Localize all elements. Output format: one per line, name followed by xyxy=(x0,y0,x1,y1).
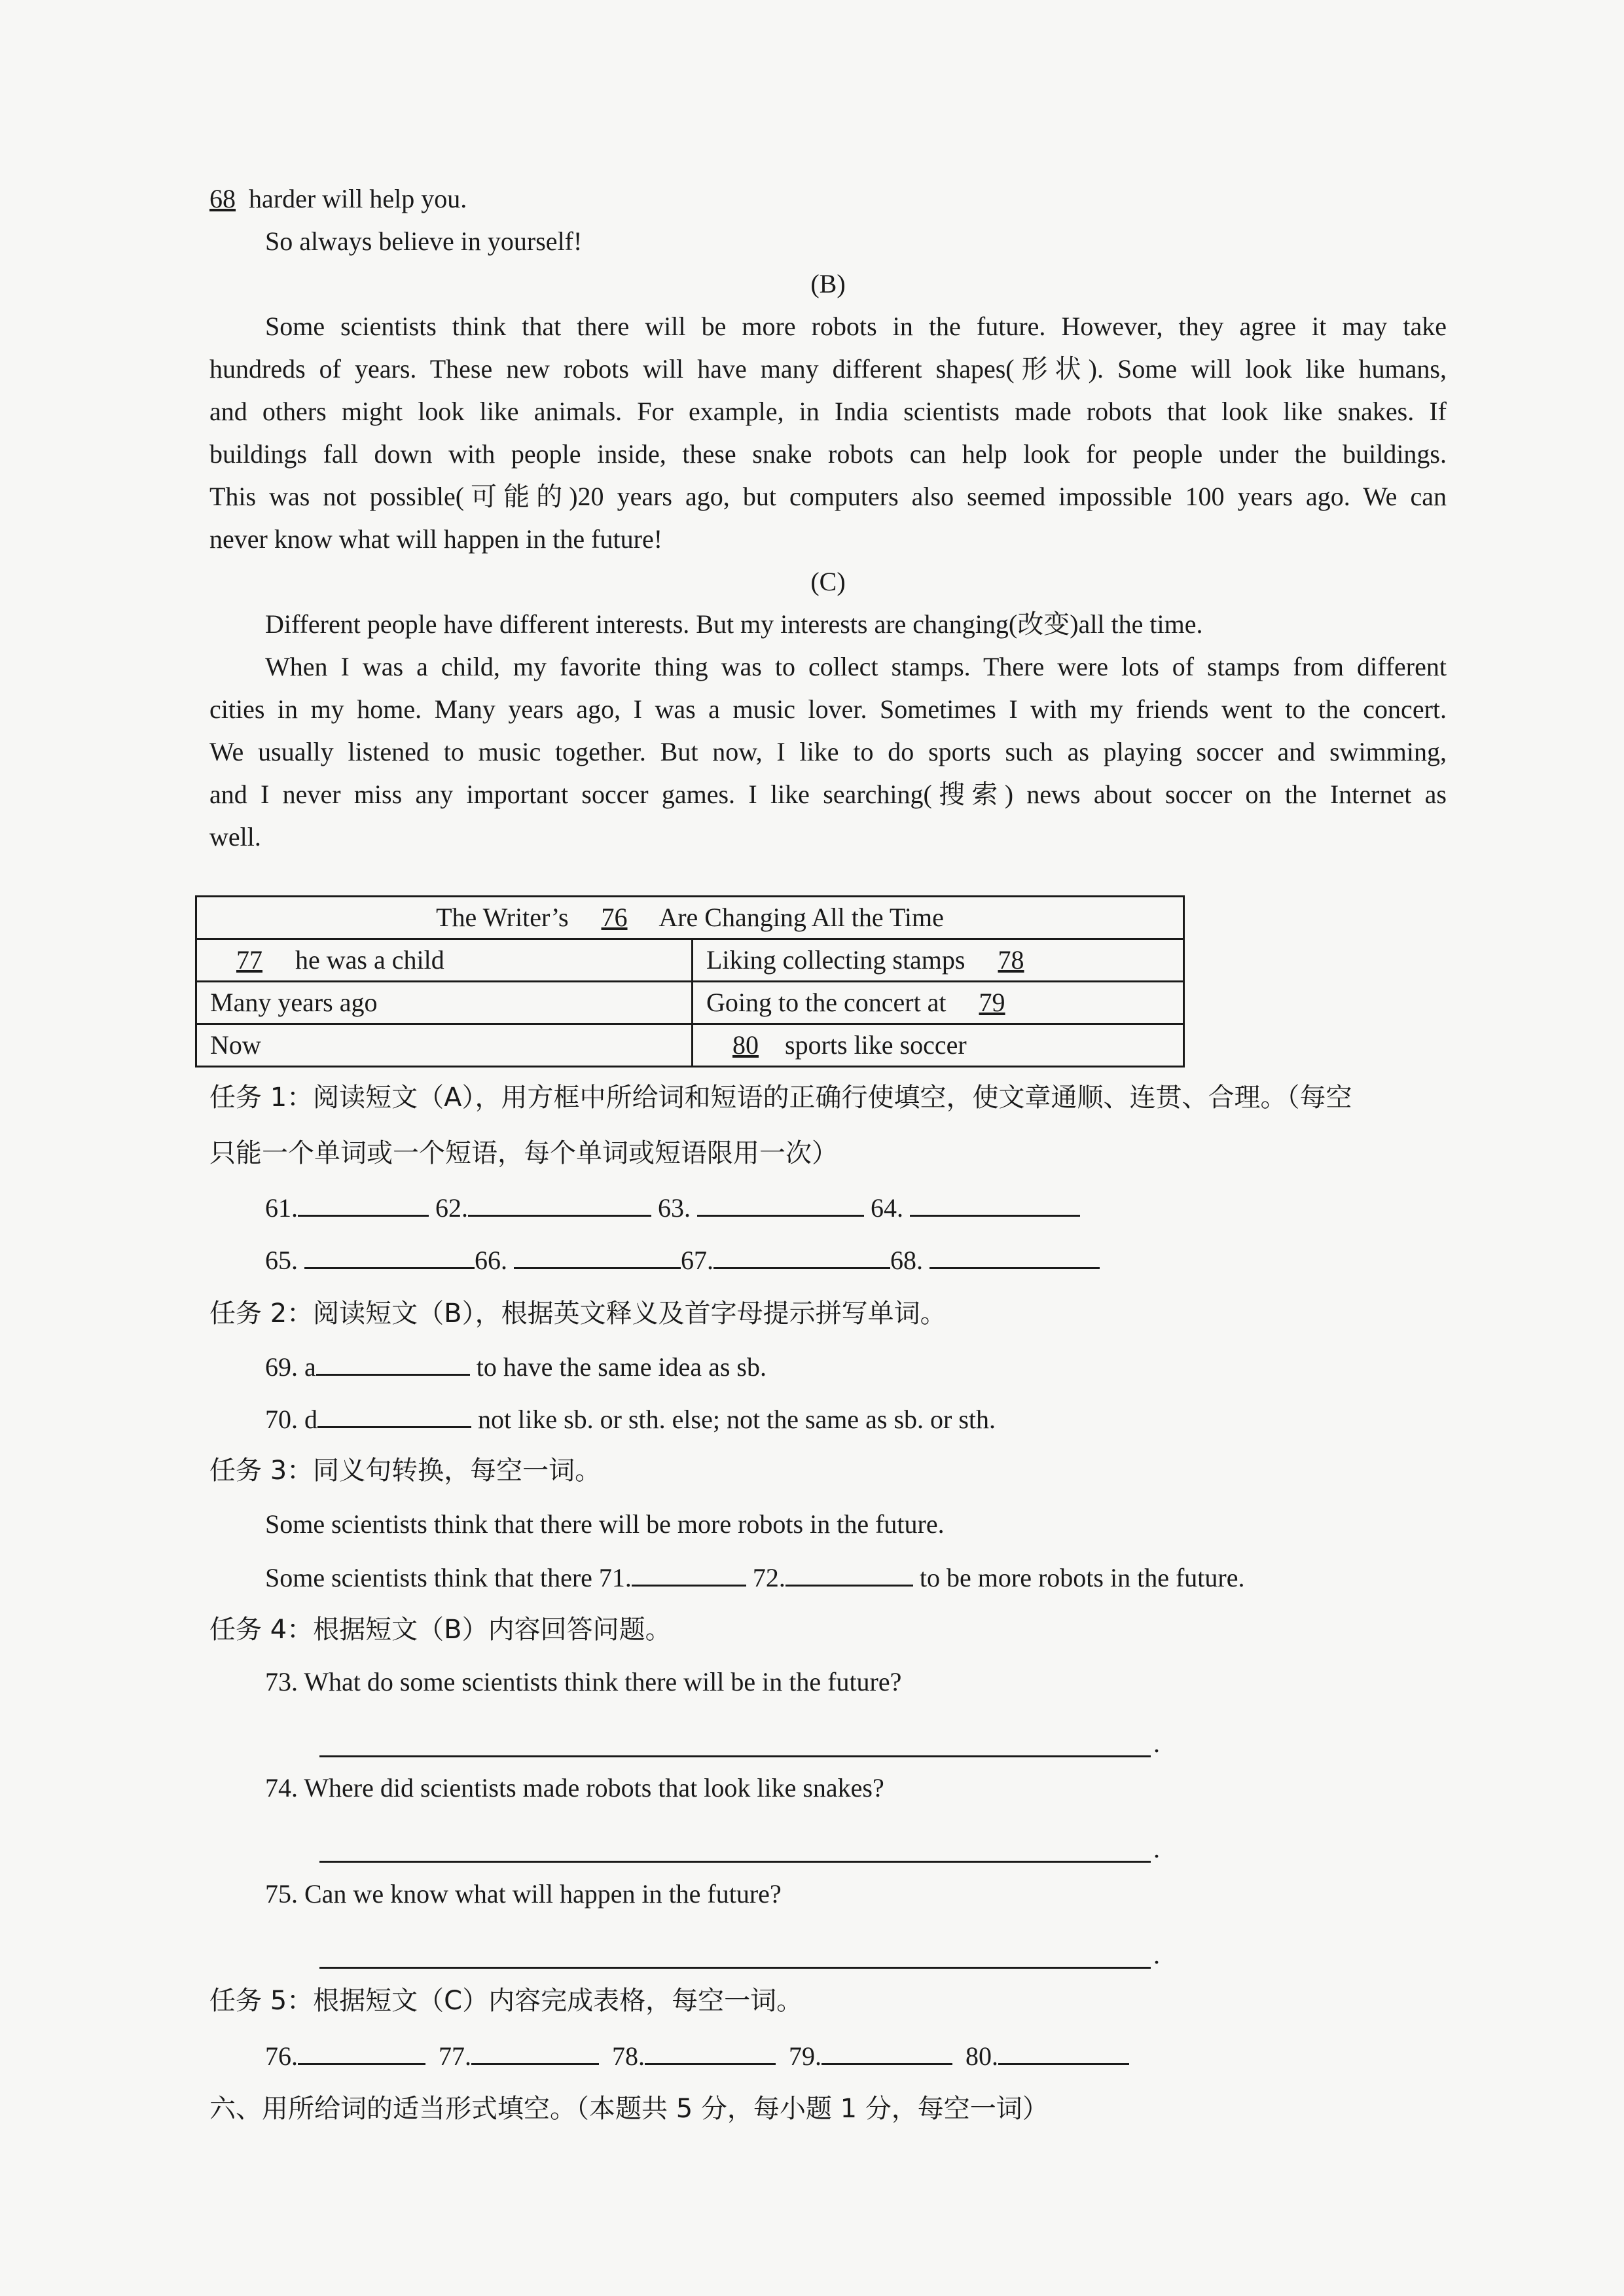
q64-label: 64. xyxy=(871,1193,903,1223)
passage-c-line: and I never miss any important soccer games. I like searching(搜索) news about soccer on the Internet as xyxy=(209,780,1447,809)
table-cell xyxy=(693,982,1184,1024)
passage-c-line: well. xyxy=(209,822,261,852)
table-title-post: Are Changing All the Time xyxy=(659,903,944,932)
passage-c-line: We usually listened to music together. But now, I like to do sports such as playing soccer and swimming, xyxy=(209,737,1447,766)
q74-period: . xyxy=(1153,1834,1160,1863)
cell-text: Many years ago xyxy=(210,988,378,1017)
answer-blank[interactable] xyxy=(910,1186,1080,1217)
q74-answer-line[interactable] xyxy=(319,1861,1151,1863)
answer-blank[interactable] xyxy=(645,2034,776,2065)
q77-label: 77. xyxy=(439,2041,471,2071)
cell-text: sports like soccer xyxy=(785,1030,967,1060)
passage-a-closing: So always believe in yourself! xyxy=(265,226,583,256)
passage-c-line: Different people have different interests. But my interests are changing(改变)all the time. xyxy=(265,609,1203,639)
q68-label: 68. xyxy=(890,1246,923,1275)
task1-answer-row xyxy=(265,1186,1502,1229)
interest-table xyxy=(195,895,1185,1067)
passage-b-line: and others might look like animals. For example, in India scientists made robots that look like snakes. If xyxy=(209,397,1447,426)
passage-b-line: never know what will happen in the future! xyxy=(209,524,663,554)
answer-blank[interactable] xyxy=(929,1238,1100,1269)
q65-label: 65. xyxy=(265,1246,298,1275)
answer-blank[interactable] xyxy=(998,2034,1129,2065)
blank-79: 79 xyxy=(979,988,1005,1017)
table-row xyxy=(196,1024,1184,1067)
table-title-row xyxy=(196,897,1184,939)
blank-78: 78 xyxy=(998,945,1024,975)
q71-label: Some scientists think that there 71. xyxy=(265,1563,632,1592)
passage-b-line: Some scientists think that there will be more robots in the future. However, they agree it may take xyxy=(265,312,1447,341)
task1-instruction: 任务 1：阅读短文（A），用方框中所给词和短语的正确行使填空，使文章通顺、连贯、合理。（每空 xyxy=(209,1083,1352,1113)
passage-a-line xyxy=(209,178,1447,220)
table-cell xyxy=(196,939,693,982)
answer-blank[interactable] xyxy=(821,2034,952,2065)
table-title-pre: The Writer’s xyxy=(436,903,569,932)
task2-instruction: 任务 2：阅读短文（B），根据英文释义及首字母提示拼写单词。 xyxy=(209,1299,947,1329)
q76-label: 76. xyxy=(265,2041,298,2071)
table-cell xyxy=(693,1024,1184,1067)
table-row xyxy=(196,982,1184,1024)
passage-a-text: harder will help you. xyxy=(249,184,467,213)
q73-question: 73. What do some scientists think there will be in the future? xyxy=(265,1667,902,1696)
q70-label: 70. d xyxy=(265,1405,317,1434)
cell-text: Now xyxy=(210,1030,261,1060)
q75-period: . xyxy=(1153,1940,1160,1969)
answer-blank[interactable] xyxy=(468,1186,651,1217)
q69-label: 69. a xyxy=(265,1352,316,1382)
task3-rewrite xyxy=(265,1556,1502,1599)
passage-b-line: buildings fall down with people inside, these snake robots can help look for people under the buildings. xyxy=(209,439,1447,469)
task3-instruction: 任务 3：同义句转换，每空一词。 xyxy=(209,1456,602,1486)
blank-80: 80 xyxy=(732,1030,759,1060)
table-cell xyxy=(196,1024,693,1067)
task1-answer-row xyxy=(265,1238,1502,1282)
blank-76: 76 xyxy=(601,903,628,932)
q79-label: 79. xyxy=(789,2041,821,2071)
task3-sentence: Some scientists think that there will be more robots in the future. xyxy=(265,1509,945,1539)
q70-row xyxy=(265,1397,1502,1441)
q78-label: 78. xyxy=(612,2041,645,2071)
q73-period: . xyxy=(1153,1729,1160,1758)
q61-label: 61. xyxy=(265,1193,298,1223)
passage-b-line: This was not possible(可能的)20 years ago, but computers also seemed impossible 100 years ago. We can xyxy=(209,482,1447,511)
q66-label: 66. xyxy=(475,1246,507,1275)
q74-question: 74. Where did scientists made robots that look like snakes? xyxy=(265,1773,884,1803)
cell-text: Going to the concert at xyxy=(706,988,947,1017)
q80-label: 80. xyxy=(965,2041,998,2071)
q72-label: 72. xyxy=(752,1563,785,1592)
answer-blank[interactable] xyxy=(471,2034,599,2065)
answer-blank[interactable] xyxy=(298,1186,429,1217)
q75-question: 75. Can we know what will happen in the future? xyxy=(265,1879,782,1909)
passage-c-line: When I was a child, my favorite thing was to collect stamps. There were lots of stamps from different xyxy=(265,652,1447,681)
table-cell xyxy=(693,939,1184,982)
task1-instruction-cont: 只能一个单词或一个短语，每个单词或短语限用一次） xyxy=(209,1138,838,1168)
task5-answer-row xyxy=(265,2034,1502,2077)
section6-heading: 六、用所给词的适当形式填空。（本题共 5 分，每小题 1 分，每空一词） xyxy=(209,2094,1049,2124)
answer-blank[interactable] xyxy=(298,2034,425,2065)
cell-text: Liking collecting stamps xyxy=(706,945,965,975)
answer-blank[interactable] xyxy=(632,1556,746,1587)
table-title xyxy=(196,897,1184,939)
blank-77: 77 xyxy=(236,945,262,975)
blank-68-label: 68 xyxy=(209,184,236,213)
task4-instruction: 任务 4：根据短文（B）内容回答问题。 xyxy=(209,1615,672,1645)
passage-c-line: cities in my home. Many years ago, I was a music lover. Sometimes I with my friends went to the concert. xyxy=(209,694,1447,724)
q69-row xyxy=(265,1345,1502,1388)
task3-rewrite-tail: to be more robots in the future. xyxy=(919,1563,1245,1592)
task5-instruction: 任务 5：根据短文（C）内容完成表格，每空一词。 xyxy=(209,1986,803,2016)
q69-definition: to have the same idea as sb. xyxy=(476,1352,767,1382)
table-cell xyxy=(196,982,693,1024)
table-row xyxy=(196,939,1184,982)
answer-blank[interactable] xyxy=(317,1397,471,1428)
cell-text: he was a child xyxy=(295,945,444,975)
answer-blank[interactable] xyxy=(316,1345,470,1376)
passage-b-heading: (B) xyxy=(810,269,846,298)
q67-label: 67. xyxy=(681,1246,713,1275)
passage-c-heading: (C) xyxy=(810,567,846,596)
answer-blank[interactable] xyxy=(785,1556,913,1587)
q63-label: 63. xyxy=(658,1193,691,1223)
passage-b-line: hundreds of years. These new robots will have many different shapes(形状). Some will look like humans, xyxy=(209,354,1447,384)
answer-blank[interactable] xyxy=(304,1238,475,1269)
q70-definition: not like sb. or sth. else; not the same as sb. or sth. xyxy=(478,1405,996,1434)
q75-answer-line[interactable] xyxy=(319,1967,1151,1969)
q62-label: 62. xyxy=(435,1193,468,1223)
answer-blank[interactable] xyxy=(514,1238,681,1269)
q73-answer-line[interactable] xyxy=(319,1755,1151,1757)
answer-blank[interactable] xyxy=(697,1186,864,1217)
answer-blank[interactable] xyxy=(713,1238,890,1269)
